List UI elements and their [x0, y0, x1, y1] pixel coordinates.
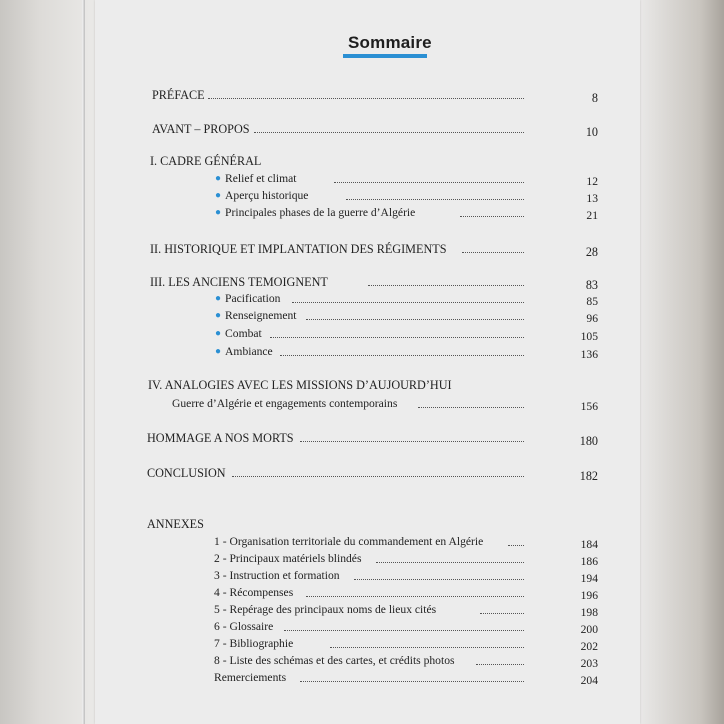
toc-page-number: 85 — [586, 295, 598, 308]
page-title: Sommaire — [348, 33, 432, 52]
toc-entry-remerciements — [0, 671, 724, 687]
toc-label: Ambiance — [225, 345, 273, 358]
toc-entry-annexe-6 — [0, 620, 724, 636]
toc-page-number: 196 — [580, 589, 598, 602]
dot-leader — [232, 476, 524, 477]
toc-page-number: 13 — [586, 192, 598, 205]
toc-label: 2 - Principaux matériels blindés — [214, 552, 362, 565]
toc-page-number: 10 — [585, 125, 598, 139]
toc-page-number: 136 — [580, 348, 598, 361]
bullet-icon: ● — [215, 190, 222, 201]
toc-entry-ambiance — [0, 345, 724, 361]
dot-leader — [254, 132, 524, 133]
dot-leader — [330, 647, 524, 648]
dot-leader — [284, 630, 524, 631]
toc-label: Aperçu historique — [225, 189, 309, 202]
toc-label: Pacification — [225, 292, 281, 305]
toc-entry-principales-phases — [0, 206, 724, 222]
toc-label: 5 - Repérage des principaux noms de lieux cités — [214, 603, 437, 616]
dot-leader — [300, 681, 524, 682]
toc-page-number: 96 — [586, 312, 598, 325]
toc-page-number: 21 — [586, 209, 598, 222]
toc-label: I. CADRE GÉNÉRAL — [150, 154, 262, 168]
dot-leader — [300, 441, 524, 442]
toc-page-number: 184 — [580, 538, 598, 551]
toc-label: AVANT – PROPOS — [152, 122, 250, 136]
toc-label: PRÉFACE — [152, 88, 205, 102]
title-underline — [343, 54, 427, 58]
dot-leader — [306, 319, 524, 320]
bullet-icon: ● — [215, 173, 222, 184]
dot-leader — [270, 337, 524, 338]
toc-page-number: 186 — [580, 555, 598, 568]
dot-leader — [208, 98, 524, 99]
toc-label: 1 - Organisation territoriale du commandement en Algérie — [214, 535, 484, 548]
toc-page-number: 105 — [580, 330, 598, 343]
toc-page-number: 12 — [586, 175, 598, 188]
dot-leader — [460, 216, 524, 217]
toc-entry-conclusion — [0, 466, 724, 482]
toc-entry-annexe-5 — [0, 603, 724, 619]
dot-leader — [480, 613, 524, 614]
toc-page-number: 204 — [580, 674, 598, 687]
toc-entry-renseignement — [0, 309, 724, 325]
toc-entry-guerre-engagements — [0, 397, 724, 413]
bullet-icon: ● — [215, 293, 222, 304]
dot-leader — [376, 562, 524, 563]
bullet-icon: ● — [215, 346, 222, 357]
toc-page-number: 8 — [591, 91, 598, 105]
toc-section-cadre-general — [0, 154, 724, 170]
toc-entry-pacification — [0, 292, 724, 308]
toc-page-number: 83 — [585, 278, 598, 292]
toc-label: Guerre d’Algérie et engagements contemporains — [172, 397, 398, 410]
dot-leader — [334, 182, 524, 183]
toc-label: Renseignement — [225, 309, 297, 322]
bullet-icon: ● — [215, 328, 222, 339]
dot-leader — [306, 596, 524, 597]
toc-label: Combat — [225, 327, 262, 340]
toc-entry-annexe-1 — [0, 535, 724, 551]
toc-page-number: 200 — [580, 623, 598, 636]
toc-page-number: 203 — [580, 657, 598, 670]
toc-entry-anciens — [0, 275, 724, 291]
toc-entry-avant-propos — [0, 122, 724, 138]
toc-entry-combat — [0, 327, 724, 343]
toc-entry-historique — [0, 242, 724, 258]
toc-entry-annexe-8 — [0, 654, 724, 670]
toc-label: 8 - Liste des schémas et des cartes, et crédits photos — [214, 654, 455, 667]
toc-label: 4 - Récompenses — [214, 586, 294, 599]
toc-page-number: 194 — [580, 572, 598, 585]
dot-leader — [508, 545, 524, 546]
toc-entry-preface — [0, 88, 724, 104]
toc-section-annexes — [0, 517, 724, 533]
dot-leader — [346, 199, 524, 200]
toc-page-number: 202 — [580, 640, 598, 653]
dot-leader — [280, 355, 524, 356]
toc-page-number: 180 — [579, 434, 598, 448]
toc-entry-annexe-4 — [0, 586, 724, 602]
bullet-icon: ● — [215, 310, 222, 321]
toc-label: HOMMAGE A NOS MORTS — [147, 431, 294, 445]
toc-entry-annexe-2 — [0, 552, 724, 568]
dot-leader — [462, 252, 524, 253]
toc-entry-apercu — [0, 189, 724, 205]
toc-section-analogies — [0, 378, 724, 394]
toc-label: CONCLUSION — [147, 466, 226, 480]
toc-label: 3 - Instruction et formation — [214, 569, 340, 582]
dot-leader — [292, 302, 524, 303]
dot-leader — [354, 579, 524, 580]
toc-label: Relief et climat — [225, 172, 297, 185]
toc-entry-relief — [0, 172, 724, 188]
toc-page-number: 156 — [580, 400, 598, 413]
dot-leader — [476, 664, 524, 665]
toc-page-number: 182 — [579, 469, 598, 483]
toc-entry-hommage — [0, 431, 724, 447]
toc-label: 7 - Bibliographie — [214, 637, 294, 650]
toc-label: Principales phases de la guerre d’Algérie — [225, 206, 416, 219]
toc-label: II. HISTORIQUE ET IMPLANTATION DES RÉGIMENTS — [150, 242, 447, 256]
toc-label: Remerciements — [214, 671, 287, 684]
dot-leader — [418, 407, 524, 408]
toc-label: 6 - Glossaire — [214, 620, 274, 633]
toc-entry-annexe-7 — [0, 637, 724, 653]
dot-leader — [368, 285, 524, 286]
toc-label: ANNEXES — [147, 517, 204, 531]
toc-label: III. LES ANCIENS TEMOIGNENT — [150, 275, 328, 289]
bullet-icon: ● — [215, 207, 222, 218]
toc-entry-annexe-3 — [0, 569, 724, 585]
toc-page-number: 198 — [580, 606, 598, 619]
toc-label: IV. ANALOGIES AVEC LES MISSIONS D’AUJOURD’HUI — [148, 378, 452, 392]
toc-page-number: 28 — [585, 245, 598, 259]
